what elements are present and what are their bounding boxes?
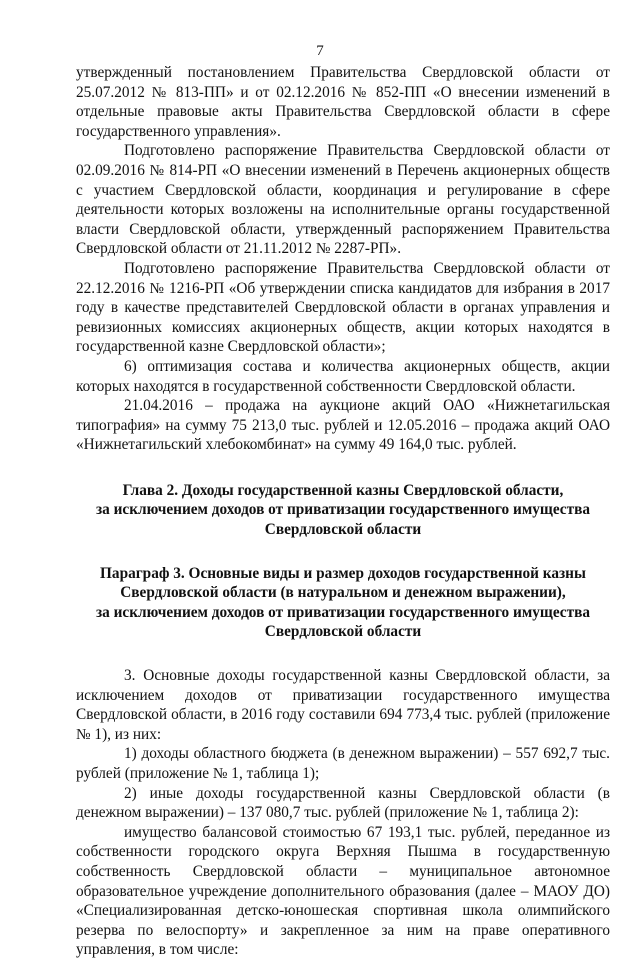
chapter-heading-line: Глава 2. Доходы государственной казны Свердловской области, [122, 481, 564, 499]
page-body [76, 63, 610, 960]
page-number: 7 [316, 43, 324, 59]
paragraph-heading [76, 564, 610, 642]
paragraph-heading-line: Свердловской области (в натуральном и денежном выражении), [120, 584, 566, 602]
paragraph-property-transfer: имущество балансовой стоимостью 67 193,1 тыс. рублей, переданное из собственности городского округа Верхняя Пышма в государственную собственность Свердловской области – муниципальное автономное образовательное учреждение дополнительного образования (далее – МАОУ ДО) «Специализированная детско-юношеская спортивная школа олимпийского резерва по велоспорту» и закрепленное за ним на праве оперативного управления, в том числе: [76, 823, 610, 959]
paragraph-total-income: 3. Основные доходы государственной казны Свердловской области, за исключением доходов от приватизации государственного имущества Свердловской области, в 2016 году составили 694 773,4 тыс. рублей (приложение № 1), из них: [76, 667, 610, 743]
chapter-heading-line: Свердловской области [264, 521, 422, 539]
paragraph-heading-line: за исключением доходов от приватизации государственного имущества [95, 603, 591, 621]
spacer [76, 455, 610, 481]
paragraph-intro-continuation: утвержденный постановлением Правительства Свердловской области от 25.07.2012 № 813-ПП» и от 02.12.2016 № 852-ПП «О внесении изменений в отдельные правовые акты Правительства Свердловской области в сфере государственного управления». [76, 64, 610, 140]
paragraph-heading-line: Параграф 3. Основные виды и размер доходов государственной казны [100, 564, 586, 582]
paragraph-order-1216: Подготовлено распоряжение Правительства Свердловской области от 22.12.2016 № 1216-РП «Об утверждении списка кандидатов для избрания в 2017 году в качестве представителей Свердловской области в органах управления и ревизионных комиссиях акционерных обществ, акции которых находятся в государственной казне Свердловской области»; [76, 259, 610, 356]
chapter-heading [76, 481, 610, 540]
paragraph-share-sales: 21.04.2016 – продажа на аукционе акций ОАО «Нижнетагильская типография» на сумму 75 213,0 тыс. рублей и 12.05.2016 – продажа акций ОАО «Нижнетагильский хлебокомбинат» на сумму 49 164,0 тыс. рублей. [76, 397, 610, 454]
paragraph-order-814: Подготовлено распоряжение Правительства Свердловской области от 02.09.2016 № 814-РП «О внесении изменений в Перечень акционерных обществ с участием Свердловской области, координация и регулирование в сфере деятельности которых возложены на исполнительные органы государственной власти Свердловской области, утвержденный распоряжением Правительства Свердловской области от 21.11.2012 № 2287-РП». [76, 142, 610, 258]
paragraph-item-6: 6) оптимизация состава и количества акционерных обществ, акции которых находятся в государственной собственности Свердловской области. [76, 357, 610, 395]
paragraph-other-income: 2) иные доходы государственной казны Свердловской области (в денежном выражении) – 137 080,7 тыс. рублей (приложение № 1, таблица 2): [76, 784, 610, 822]
chapter-heading-line: за исключением доходов от приватизации государственного имущества [95, 501, 591, 519]
paragraph-heading-line: Свердловской области [264, 623, 422, 641]
spacer [76, 642, 610, 666]
spacer [76, 540, 610, 564]
paragraph-budget-income: 1) доходы областного бюджета (в денежном выражении) – 557 692,7 тыс. рублей (приложение № 1, таблица 1); [76, 745, 610, 782]
